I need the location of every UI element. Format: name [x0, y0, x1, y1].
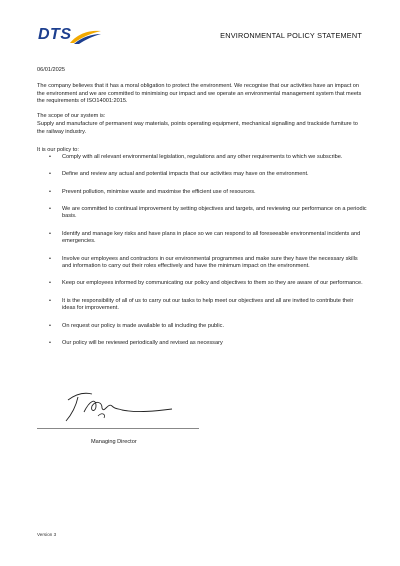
logo-text: DTS: [38, 26, 72, 43]
signatory-title: Managing Director: [91, 439, 137, 445]
policy-item: • Keep our employees informed by communicating our policy and objectives to them so they are aware of our performance.: [37, 280, 367, 288]
scope-label: The scope of our system is:: [37, 113, 106, 119]
policy-item: • We are committed to continual improvement by setting objectives and targets, and reviewing our performance on a periodic basis.: [37, 206, 367, 221]
signature-line: [37, 428, 199, 429]
document-date: 06/01/2025: [37, 67, 65, 73]
signature-image: [62, 388, 174, 424]
policy-item: • Prevent pollution, minimise waste and maximise the efficient use of resources.: [37, 189, 367, 197]
policy-item: • Comply with all relevant environmental legislation, regulations and any other requirements to which we subscribe.: [37, 154, 367, 162]
company-logo: [38, 26, 104, 48]
policy-item: • On request our policy is made available to all including the public.: [37, 323, 367, 331]
policy-item: • Define and review any actual and potential impacts that our activities may have on the environment.: [37, 171, 367, 179]
intro-paragraph: The company believes that it has a moral obligation to protect the environment. We recognise that our activities have an impact on the environment and we are committed to minimising our impact and we operate an environmental management system that meets the requirements of ISO14001:2015.: [37, 83, 362, 105]
policy-item: • It is the responsibility of all of us to carry out our tasks to help meet our objectives and all are invited to contribute their ideas for improvement.: [37, 298, 367, 313]
logo-swoosh-icon: [68, 29, 102, 45]
policy-list: [37, 154, 367, 357]
policy-label: It is our policy to:: [37, 147, 79, 153]
scope-text: Supply and manufacture of permanent way materials, points operating equipment, mechanical signalling and trackside furniture to the railway industry.: [37, 121, 358, 135]
document-title: ENVIRONMENTAL POLICY STATEMENT: [220, 31, 362, 40]
policy-item: • Involve our employees and contractors in our environmental programmes and make sure they have the necessary skills and information to carry out their roles effectively and have the minimum impact on the environment.: [37, 256, 367, 271]
policy-item: • Identify and manage key risks and have plans in place so we can respond to all foreseeable environmental incidents and emergencies.: [37, 231, 367, 246]
policy-item: • Our policy will be reviewed periodically and revised as necessary: [37, 340, 367, 348]
version-label: Version 3: [37, 532, 57, 537]
